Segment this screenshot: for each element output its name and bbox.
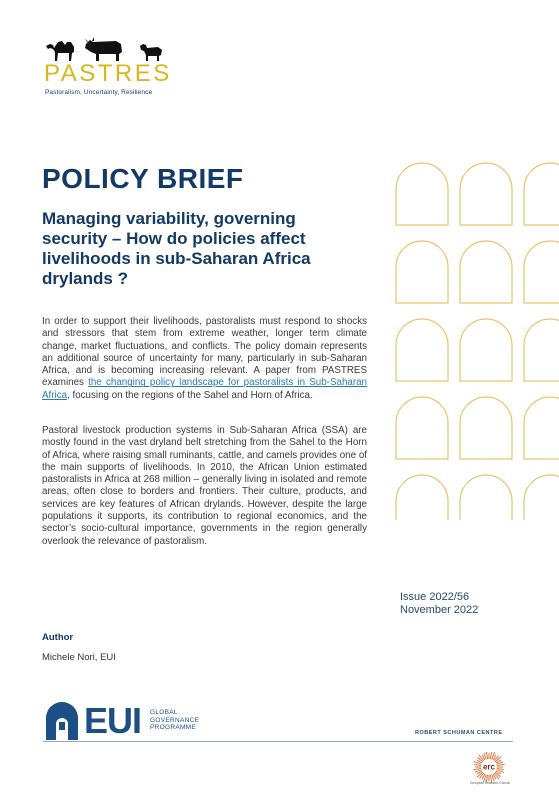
arch-shape <box>524 319 559 381</box>
arch-shape <box>460 475 512 520</box>
author-heading: Author <box>42 632 74 643</box>
arch-shape <box>524 475 559 520</box>
arch-shape <box>460 163 512 225</box>
brief-title: Managing variability, governing security – How do policies affect livelihoods in sub-Saharan Africa drylands ? <box>42 209 311 288</box>
issue-info <box>400 591 478 617</box>
yak-icon <box>85 37 122 61</box>
arch-shape <box>524 163 559 225</box>
camel-icon <box>46 41 74 61</box>
programme-line: GLOBAL <box>150 709 178 716</box>
programme-name <box>150 709 199 732</box>
arch-pattern <box>392 160 559 520</box>
animal-icons <box>44 36 164 62</box>
intro-paragraph <box>42 316 367 402</box>
arch-shape <box>396 163 448 225</box>
arch-shape <box>396 397 448 459</box>
robert-schuman-centre: ROBERT SCHUMAN CENTRE <box>415 730 503 736</box>
programme-line: PROGRAMME <box>150 724 197 731</box>
erc-caption: European Research Council <box>470 781 510 785</box>
issue-number: Issue 2022/56 <box>400 591 470 603</box>
intro-text-before: In order to support their livelihoods, pastoralists must respond to shocks and stressors that stem from extreme weather, longer term climate change, market fluctuations, and conflicts. The policy domain represents an additional source of uncertainty for many, particularly in sub-Saharan Africa, and is becoming increasing relevant. A paper from PASTRES examines <box>42 316 367 389</box>
arch-shape <box>524 241 559 303</box>
footer-divider <box>43 741 513 742</box>
programme-line: GOVERNANCE <box>150 716 200 724</box>
pastres-wordmark: PASTRES <box>44 60 172 87</box>
eui-wordmark: EUI <box>84 700 142 741</box>
policy-landscape-link[interactable]: the changing policy landscape for pastoralists in Sub-Saharan Africa <box>42 377 367 401</box>
brief-label: POLICY BRIEF <box>42 163 244 194</box>
arch-shape <box>396 241 448 303</box>
arch-shape <box>460 397 512 459</box>
pastres-tagline: Pastoralism, Uncertainty, Resilience <box>45 89 153 96</box>
intro-text-after: , focusing on the regions of the Sahel and Horn of Africa. <box>67 389 313 401</box>
sheep-icon <box>140 44 162 61</box>
arch-shape <box>396 319 448 381</box>
body-paragraph: Pastoral livestock production systems in Sub-Saharan Africa (SSA) are mostly found in the vast dryland belt stretching from the Sahel to the Horn of Africa, where raising small ruminants, cattle, and camels provides one of the main supports of livelihoods. In 2010, the African Union estimated pastoralists in Africa at 268 million – generally living in isolated and remote areas, often close to borders and frontiers. Their culture, products, and services are key features of African drylands. However, despite the large populations it supports, its contribution to regional economics, and the sector’s socio-cultural importance, governments in the region generally overlook the relevance of pastoralism. <box>42 425 367 547</box>
arch-shape <box>396 475 448 520</box>
author-name: Michele Nori, EUI <box>42 652 116 663</box>
issue-date: November 2022 <box>400 604 479 616</box>
arch-shape <box>524 397 559 459</box>
eui-arch-icon <box>44 702 80 740</box>
arch-shape <box>460 241 512 303</box>
arch-shape <box>460 319 512 381</box>
erc-logo-text: erc <box>482 762 496 772</box>
